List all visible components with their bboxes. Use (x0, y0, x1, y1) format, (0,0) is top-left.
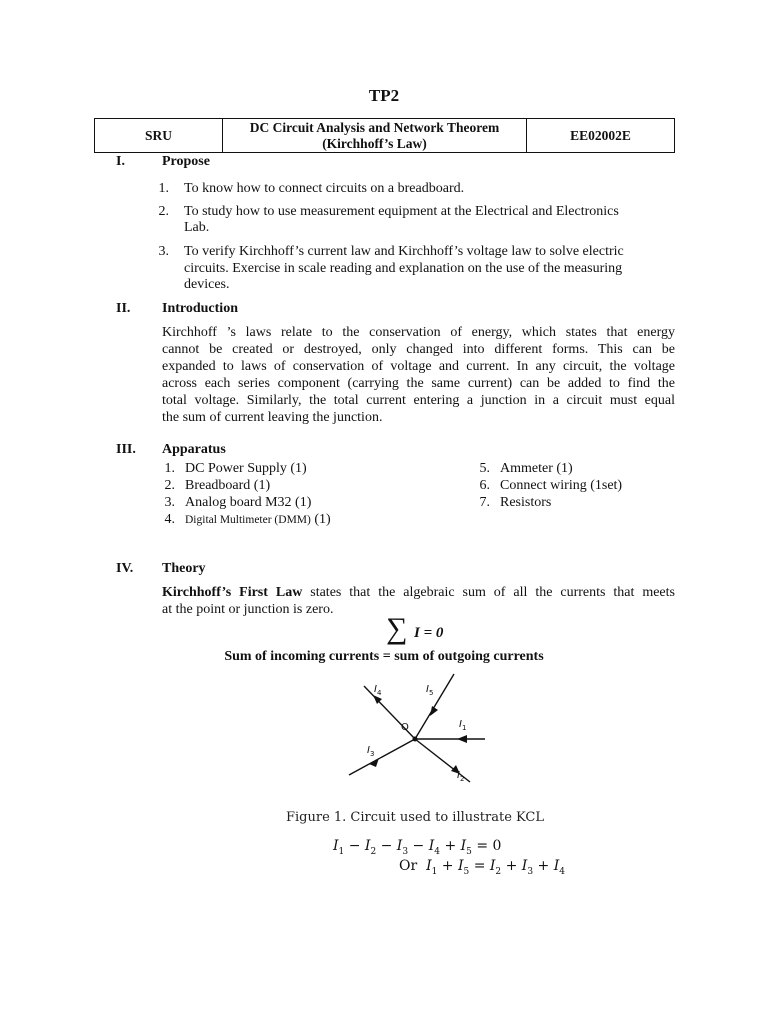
apparatus-number: 7. (479, 495, 490, 510)
section-1-title: Propose (162, 154, 210, 169)
paragraph-line: expanded to laws of conservation of voltage and current. In any circuit, the voltage (162, 359, 675, 374)
section-4-title: Theory (162, 561, 206, 576)
section-2-number: II. (116, 301, 131, 316)
kcl-equation-2: Or $I_1 + I_5 = I_2 + I_3 + I_4$ (399, 858, 565, 877)
paragraph-line: at the point or junction is zero. (162, 602, 334, 617)
arrow-i5 (430, 706, 438, 716)
summation-symbol: ∑ (386, 612, 408, 645)
apparatus-number: 5. (479, 461, 490, 476)
current-label-i2: $I_2$ (457, 770, 465, 783)
header-course-id: EE02002E (570, 127, 631, 143)
apparatus-item-text: Digital Multimeter (DMM) (185, 514, 311, 526)
apparatus-item: DC Power Supply (1) (185, 461, 307, 476)
apparatus-number: 3. (164, 495, 175, 510)
law-name: Kirchhoff’s First Law (162, 585, 303, 600)
figure-caption: Figure 1. Circuit used to illustrate KCL (285, 810, 544, 825)
list-item-continuation: circuits. Exercise in scale reading and explanation on the use of the measuring (184, 261, 623, 276)
arrow-i1 (457, 735, 467, 743)
branch-i3 (349, 739, 415, 775)
list-item-number: 2. (158, 204, 169, 219)
paragraph-line: cannot be created or destroyed, only changed into different forms. This can be (162, 342, 675, 357)
paragraph-line (162, 584, 675, 601)
current-label-i4: $I_4$ (374, 684, 382, 697)
kcl-junction-diagram (330, 670, 500, 790)
apparatus-item-qty: (1) (310, 512, 331, 527)
apparatus-number: 6. (479, 478, 490, 493)
current-label-i3: $I_3$ (367, 745, 375, 758)
sum-caption: Sum of incoming currents = sum of outgoing currents (224, 649, 544, 664)
list-item: To verify Kirchhoff’s current law and Kirchhoff’s voltage law to solve electric (184, 244, 624, 259)
or-word: Or (399, 858, 418, 874)
current-label-i5: $I_5$ (426, 684, 434, 697)
apparatus-number: 2. (164, 478, 175, 493)
paragraph-line: across each series component (carrying the same current) can be added to find the (162, 376, 675, 391)
section-4-number: IV. (116, 561, 134, 576)
paragraph-line: Kirchhoff ’s laws relate to the conservation of energy, which states that energy (162, 325, 675, 340)
junction-node (413, 737, 418, 742)
header-course-code: SRU (95, 119, 223, 152)
list-item: To study how to use measurement equipment at the Electrical and Electronics (184, 204, 619, 219)
law-text: states that the algebraic sum of all the currents that meets (302, 585, 675, 600)
kcl-statement (162, 584, 675, 618)
list-item-number: 3. (158, 244, 169, 259)
paragraph-line: total voltage. Similarly, the total current entering a junction in a circuit must equal (162, 393, 675, 408)
apparatus-number: 4. (164, 512, 175, 527)
section-3-number: III. (116, 442, 136, 457)
introduction-paragraph (162, 324, 675, 426)
list-item-number: 1. (158, 181, 169, 196)
branch-i5 (415, 674, 454, 739)
apparatus-number: 1. (164, 461, 175, 476)
kcl-equation-1: $I_1 - I_2 - I_3 - I_4 + I_5 = 0$ (333, 838, 502, 857)
list-item-continuation: devices. (184, 277, 230, 292)
apparatus-item: Breadboard (1) (185, 478, 271, 493)
current-label-i1: $I_1$ (459, 719, 467, 732)
section-3-title: Apparatus (162, 442, 226, 457)
node-label: O (401, 722, 409, 733)
section-1-number: I. (116, 154, 125, 169)
header-table (94, 118, 675, 153)
apparatus-item: Ammeter (1) (500, 461, 573, 476)
apparatus-item (185, 512, 331, 529)
paragraph-line: the sum of current leaving the junction. (162, 410, 383, 425)
section-2-title: Introduction (162, 301, 238, 316)
header-title-line1: DC Circuit Analysis and Network Theorem (249, 119, 500, 135)
apparatus-item: Resistors (500, 495, 552, 510)
list-item-continuation: Lab. (184, 220, 210, 235)
header-title-line2: (Kirchhoff’s Law) (322, 135, 427, 151)
sum-formula: I = 0 (414, 625, 444, 641)
document-title: TP2 (368, 86, 400, 105)
header-course-title (223, 119, 527, 152)
list-item: To know how to connect circuits on a breadboard. (184, 181, 465, 196)
apparatus-item: Analog board M32 (1) (185, 495, 312, 510)
apparatus-item: Connect wiring (1set) (500, 478, 623, 493)
